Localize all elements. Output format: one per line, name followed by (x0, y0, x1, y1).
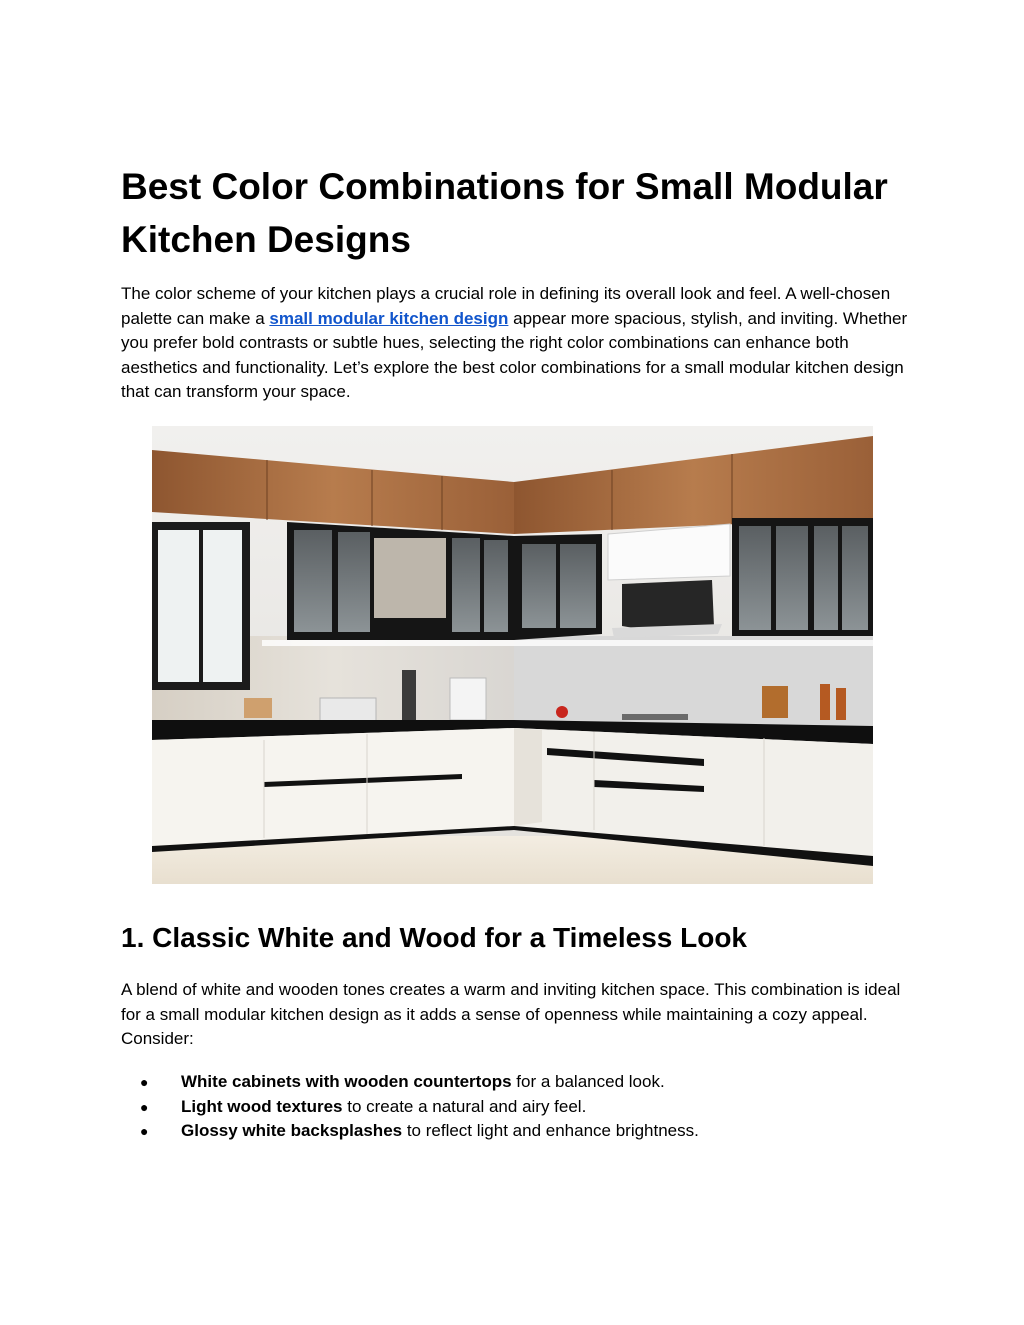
intro-text-after-link: appear more spacious, stylish, and inviting. Whether you prefer bold contrasts or subtle hues, selecting the right color combinations can enhance both aesthetics and functionality. Let’s explore the best color combinations for a small modular kitchen design that can transform your space. (121, 308, 908, 401)
list-item (121, 1095, 911, 1120)
intro-paragraph (121, 282, 911, 405)
section-1-paragraph: A blend of white and wooden tones creates a warm and inviting kitchen space. This combination is ideal for a small modular kitchen design as it adds a sense of openness while maintaining a cozy appeal. Consider: (121, 980, 901, 1048)
bullet-text: to create a natural and airy feel. (342, 1096, 587, 1116)
bullet-bold-text: White cabinets with wooden countertops (181, 1072, 512, 1091)
bullet-icon: ● (140, 1123, 149, 1139)
section-1-heading: 1. Classic White and Wood for a Timeless Look (121, 922, 747, 953)
bullet-icon: ● (140, 1098, 149, 1115)
page-title: Best Color Combinations for Small Modular Kitchen Designs (121, 166, 888, 260)
bullet-text: to reflect light and enhance brightness. (402, 1121, 699, 1140)
bullet-bold-text: Glossy white backsplashes (181, 1121, 403, 1140)
list-item (121, 1070, 911, 1095)
list-item (121, 1119, 911, 1144)
bullet-bold-text: Light wood textures (181, 1096, 343, 1116)
bullet-icon: ● (140, 1074, 149, 1090)
section-1-bullet-list (121, 1070, 911, 1144)
bullet-text: for a balanced look. (511, 1072, 665, 1091)
kitchen-image (152, 426, 873, 884)
intro-text-before-link: The color scheme of your kitchen plays a crucial role in defining its overall look and feel. A well-chosen palette can make a (121, 284, 891, 328)
small-modular-kitchen-design-link[interactable]: small modular kitchen design (269, 308, 509, 328)
